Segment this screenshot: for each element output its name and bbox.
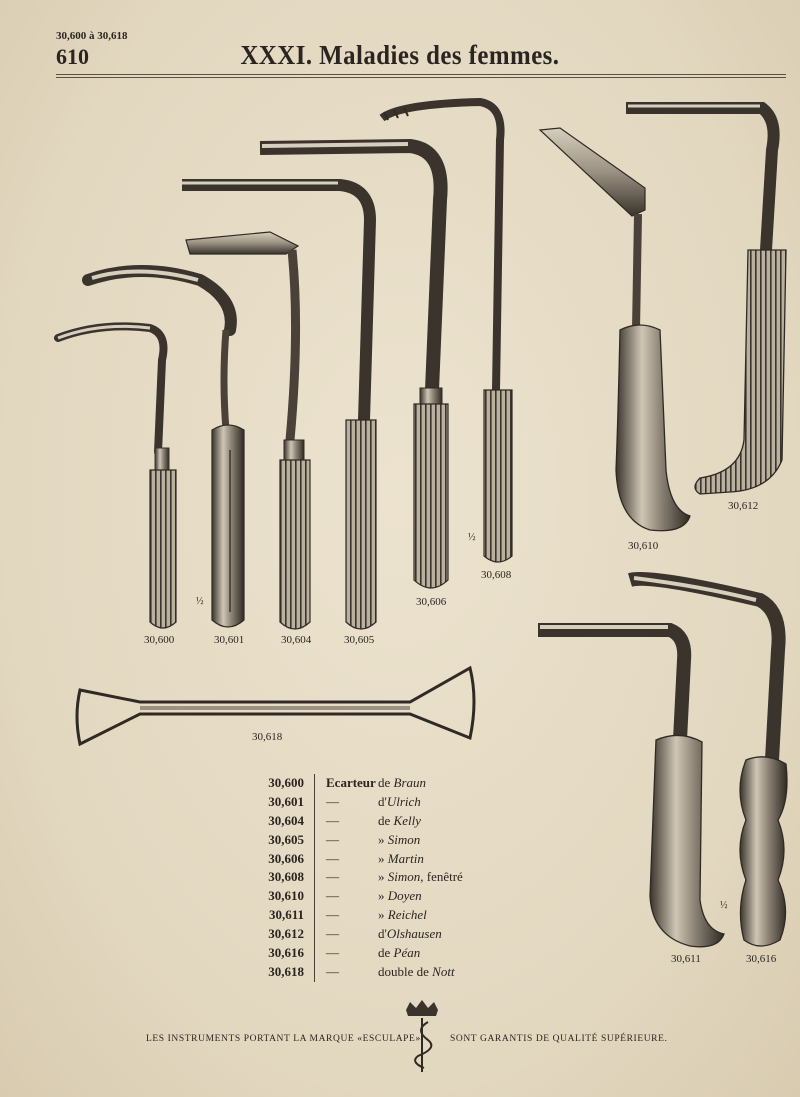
fig-label-30618: 30,618 (252, 731, 283, 743)
legend-prefix: double de (378, 963, 429, 979)
fig-label-30616: 30,616 (746, 953, 777, 965)
legend-prefix: » (378, 907, 385, 923)
legend-name: Braun (393, 775, 427, 790)
legend-description (378, 774, 426, 793)
legend-description (378, 850, 424, 869)
retractor-30604-illustration (186, 232, 310, 629)
fig-label-30600: 30,600 (144, 634, 175, 646)
legend-description (378, 925, 442, 944)
legend-dash: — (326, 945, 339, 961)
legend-prefix: de (378, 812, 391, 828)
legend-name: Doyen (387, 888, 422, 904)
legend-description (378, 906, 427, 925)
retractor-30610-illustration (540, 128, 690, 531)
legend-name: Ulrich (386, 793, 421, 809)
retractor-30611-illustration (538, 627, 724, 947)
legend-dash: Ecarteur (326, 775, 376, 790)
fig-label-30601: 30,601 (214, 634, 245, 646)
legend-name: Reichel (387, 907, 427, 923)
legend-prefix: de (378, 775, 391, 790)
fig-label-30610: 30,610 (628, 540, 659, 552)
legend-dash: — (326, 963, 339, 979)
fig-label-30608: 30,608 (481, 569, 512, 581)
legend-code: 30,612 (268, 926, 304, 942)
legend-code: 30,605 (268, 831, 304, 847)
legend-dash: — (326, 926, 339, 942)
legend-description (378, 793, 421, 812)
legend-prefix: d' (378, 793, 387, 809)
legend-prefix: » (378, 850, 385, 866)
legend-dash: — (326, 831, 339, 847)
footer-left-text: LES INSTRUMENTS PORTANT LA MARQUE «ESCULAPE» (146, 1034, 421, 1044)
scale-mark-30608: ½ (468, 532, 476, 543)
legend-code: 30,616 (268, 945, 304, 961)
legend-prefix: de (378, 945, 391, 961)
fig-label-30612: 30,612 (728, 500, 759, 512)
legend-code: 30,618 (268, 963, 304, 979)
legend-suffix: , fenêtré (420, 869, 463, 885)
legend-code: 30,608 (268, 869, 304, 885)
legend-code: 30,606 (268, 850, 304, 866)
retractor-30600-illustration (58, 326, 176, 628)
legend-name: Péan (393, 945, 421, 961)
item-range: 30,600 à 30,618 (56, 30, 128, 42)
legend-prefix: d' (378, 926, 387, 942)
legend-dash: — (326, 850, 339, 866)
legend-name: Nott (432, 963, 455, 979)
legend-description (378, 963, 455, 982)
legend-description (378, 868, 463, 887)
page-title: XXXI. Maladies des femmes. (240, 40, 560, 70)
legend-dash: — (326, 793, 339, 809)
legend-prefix: » (378, 888, 385, 904)
legend-code: 30,611 (268, 907, 304, 923)
legend-description (378, 812, 421, 831)
legend-dash: — (326, 812, 339, 828)
legend-description (378, 831, 420, 850)
legend-dash: — (326, 869, 339, 885)
legend-name: Simon (387, 831, 421, 847)
legend-code: 30,604 (268, 812, 304, 828)
legend-name: Kelly (393, 812, 421, 828)
legend-code: 30,610 (268, 888, 304, 904)
legend-code: 30,601 (268, 793, 304, 809)
footer-right-text: SONT GARANTIS DE QUALITÉ SUPÉRIEURE. (450, 1034, 668, 1044)
legend-dash: — (326, 907, 339, 923)
scale-mark-30616: ½ (720, 900, 728, 911)
fig-label-30604: 30,604 (281, 634, 312, 646)
fig-label-30606: 30,606 (416, 596, 447, 608)
page-number: 610 (56, 44, 89, 69)
legend-name: Simon (387, 869, 421, 885)
legend-description (378, 944, 420, 963)
legend-description (378, 887, 422, 906)
legend-dash: — (326, 888, 339, 904)
fig-label-30605: 30,605 (344, 634, 375, 646)
legend-divider (314, 774, 315, 982)
legend-name: Olshausen (386, 926, 442, 942)
fig-label-30611: 30,611 (671, 953, 701, 965)
legend-name: Martin (387, 850, 424, 866)
legend-prefix: » (378, 869, 385, 885)
legend-code: 30,600 (268, 775, 304, 790)
scale-mark-30601: ½ (196, 596, 204, 607)
legend-prefix: » (378, 831, 385, 847)
